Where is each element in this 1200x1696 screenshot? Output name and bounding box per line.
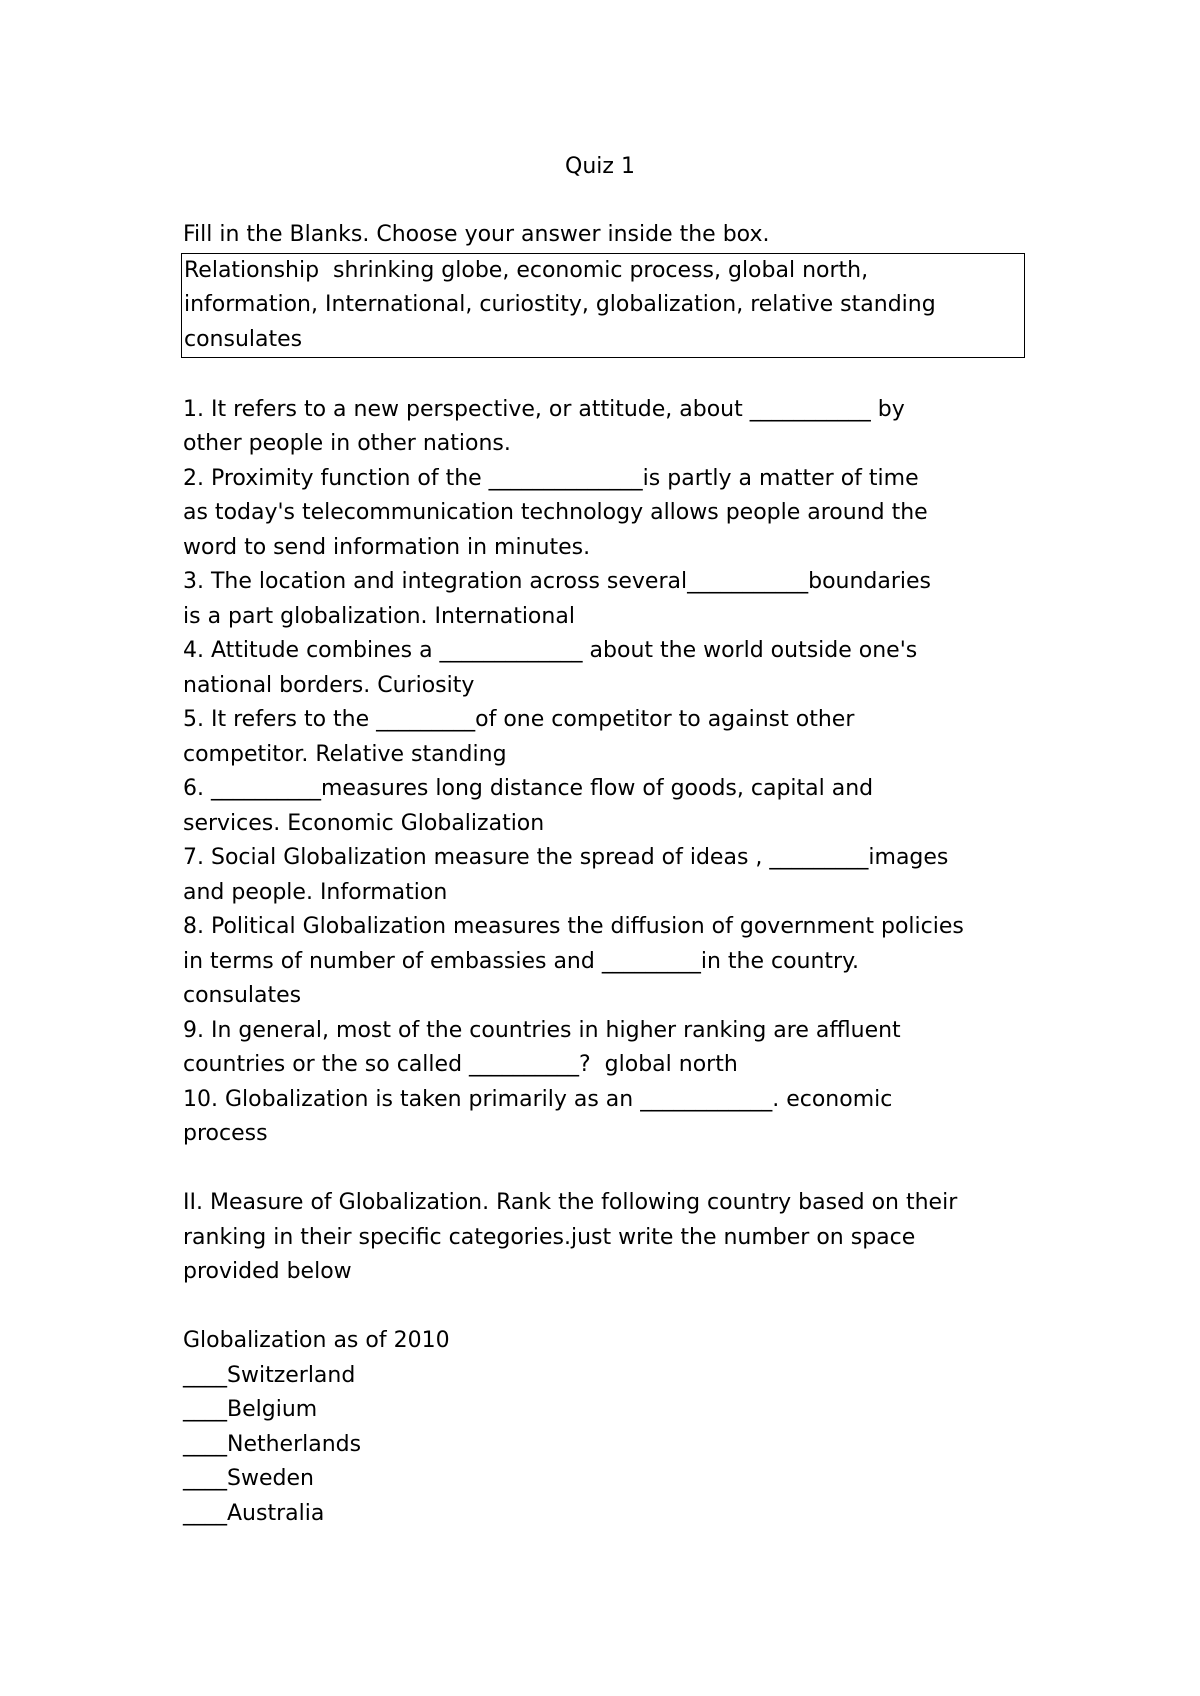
word-bank-line: Relationship shrinking globe, economic process, global north, <box>184 257 869 283</box>
question-line: 4. Attitude combines a _____________ about the world outside one's <box>183 638 918 663</box>
question-line: national borders. Curiosity <box>183 672 475 698</box>
question-line: 3. The location and integration across several___________boundaries <box>183 569 932 594</box>
question-line: is a part globalization. International <box>183 603 575 629</box>
spacer <box>183 1152 1033 1187</box>
instruction-text: Fill in the Blanks. Choose your answer inside the box. <box>183 222 770 247</box>
question-line: 10. Globalization is taken primarily as an ____________. economic <box>183 1086 893 1112</box>
word-bank-line: consulates <box>184 326 303 352</box>
quiz-title: Quiz 1 <box>565 154 635 179</box>
part2-instruction-line: provided below <box>183 1259 352 1284</box>
word-bank-line: information, International, curiostity, globalization, relative standing <box>184 292 936 317</box>
part2-heading: Globalization as of 2010 <box>183 1328 450 1353</box>
question-line: in terms of number of embassies and _________in the country. <box>183 948 859 974</box>
country-rank-item: ____Netherlands <box>183 1431 362 1457</box>
word-bank-box <box>181 253 1025 359</box>
question-line: services. Economic Globalization <box>183 810 545 836</box>
questions-list <box>183 393 1033 1152</box>
question-line: process <box>183 1121 268 1146</box>
question-line: 7. Social Globalization measure the spread of ideas , _________images <box>183 845 949 870</box>
country-rank-item: ____Australia <box>183 1500 325 1526</box>
question-line: competitor. Relative standing <box>183 741 507 767</box>
spacer <box>183 1290 1033 1325</box>
country-rank-item: ____Switzerland <box>183 1362 356 1388</box>
question-line: 2. Proximity function of the ______________is partly a matter of time <box>183 465 919 491</box>
question-line: and people. Information <box>183 879 448 905</box>
spacer <box>183 358 1033 393</box>
country-rank-item: ____Belgium <box>183 1397 318 1422</box>
question-line: consulates <box>183 983 302 1008</box>
question-line: countries or the so called __________? global north <box>183 1052 738 1077</box>
question-line: 1. It refers to a new perspective, or attitude, about ___________ by <box>183 396 905 422</box>
country-rank-item: ____Sweden <box>183 1466 314 1491</box>
question-line: word to send information in minutes. <box>183 534 591 560</box>
quiz-content <box>183 218 1033 1531</box>
question-line: 5. It refers to the _________of one competitor to against other <box>183 707 855 732</box>
question-line: 6. __________measures long distance flow of goods, capital and <box>183 776 874 801</box>
part2-instruction-line: II. Measure of Globalization. Rank the following country based on their <box>183 1190 958 1215</box>
question-line: other people in other nations. <box>183 431 511 456</box>
question-line: as today's telecommunication technology allows people around the <box>183 500 928 525</box>
part2-instruction-line: ranking in their specific categories.just write the number on space <box>183 1224 916 1250</box>
question-line: 9. In general, most of the countries in higher ranking are affluent <box>183 1017 901 1043</box>
part2-section <box>183 1186 1033 1531</box>
question-line: 8. Political Globalization measures the diffusion of government policies <box>183 914 964 939</box>
